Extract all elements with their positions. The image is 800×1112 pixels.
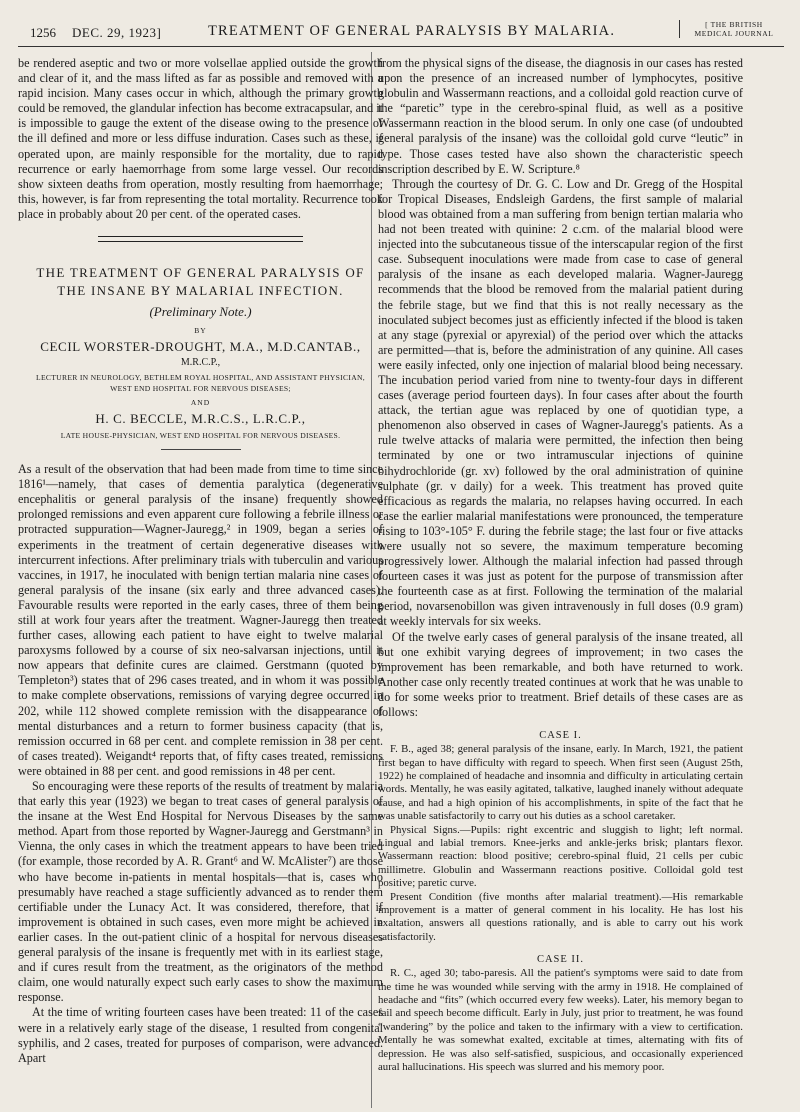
case-1-present-condition: Present Condition (five months after malarial treatment).—His remarkable improvement is a matter of general comment in his locality. He has lost his exaltation, answers all questions rationally, and is able to carry out his work satisfactorily.: [378, 890, 743, 943]
author-1: CECIL WORSTER-DROUGHT, M.A., M.D.CANTAB.,: [40, 339, 361, 355]
journal-name: [679, 20, 784, 38]
article-subtitle: (Preliminary Note.): [149, 304, 252, 320]
case-1-heading: CASE I.: [539, 730, 582, 742]
byline-and: AND: [190, 398, 211, 408]
case-2-history: R. C., aged 30; tabo-paresis. All the patient's symptoms were said to date from the time he was wounded while serving with the army in 1918. He complained of headache and “fits” (which occurred every few weeks). Later, his memory began to fail and speech become difficult. Early in July, just prior to treatment, he was found “wandering” by the police and taken to the infirmary with a view to certification. Mentally he was somewhat exalted, excitable at times, alternating with fits of depression. He was also self-satisfied, suspicious, and occasionally experienced aural hallucinations. His speech was slurred and his memory poor.: [378, 967, 743, 1074]
article-paragraph: Through the courtesy of Dr. G. C. Low and Dr. Gregg of the Hospital for Tropical Diseases, Endsleigh Gardens, the first sample of malarial blood was obtained from a man suffering from benign tertian malaria who had not been treated with quinine: 2 c.cm. of the malarial blood were injected into the subcutaneous tissue of the interscapular region of the first case. Subsequent inoculations were made from case to case of general paralysis of the insane as each developed malaria. Wagner-Jauregg recommends that the blood be removed from the malarial patient during the febrile stage, but we find that this is not really necessary as the inoculated subject becomes just as efficiently infected if the blood is taken at any stage (pyrexial or apyrexial) of the period over which the attacks are permitted—that is, before the administration of any quinine. All cases were easily infected, only one injection of malarial blood being necessary. The incubation period varied from nine to twenty-four days in different cases (average period fourteen days). In four cases after about the fourth attack, the tertian ague was replaced by one of quotidian type, a phenomenon also observed in cases of Wagner-Jauregg's patients. As a rule twelve attacks of malaria were permitted, the infection then being terminated by one or two intramuscular injections of quinine bihydrochloride (gr. xv) followed by the oral administration of quinine sulphate (gr. v daily) for a week. This treatment has proved quite efficacious as regards the malaria, no relapses having occurred. In each case the earlier malarial manifestations were pronounced, the temperature rising to 103°-105° F. during the febrile stage; the last four or five attacks were usually not so severe, the maximum temperature becoming progressively lower. Although the malarial infection had passed through fourteen cases it was just as potent for the purpose of transmission after the fourteenth case as at first. Following the termination of the malarial period, novarsenobillon was given intravenously in full doses (0.9 gram) at weekly intervals for six weeks.: [378, 176, 743, 629]
journal-name-line2: MEDICAL JOURNAL: [694, 29, 774, 38]
article-paragraph: from the physical signs of the disease, the diagnosis in our cases has rested upon the presence of an increased number of lymphocytes, positive globulin and Wassermann reactions, and a colloidal gold reaction curve of the “paretic” type in the cerebro-spinal fluid, as well as a positive Wassermann reaction in the blood serum. In only one case (of undoubted general paralysis of the insane) was the colloidal gold curve “leutic” in type. Those cases tested have also shown the characteristic speech inscription described by E. W. Scripture.⁸: [378, 56, 743, 176]
article-paragraph: Of the twelve early cases of general paralysis of the insane treated, all but one exhibit varying degrees of improvement; in two cases the improvement has been remarkable, and both have returned to work. Another case only recently treated continues at work that he was unable to do for some weeks prior to treatment. Brief details of these cases are as follows:: [378, 629, 743, 720]
journal-name-line1: [ THE BRITISH: [705, 20, 763, 29]
right-column: [378, 56, 743, 1074]
section-rule: [98, 236, 303, 242]
author-1-qualifications: M.R.C.P.,: [180, 357, 221, 369]
article-paragraph: As a result of the observation that had been made from time to time since 1816¹—namely, that cases of dementia paralytica (degenerative encephalitis or general paralysis of the insane) frequently showed prolonged remissions and even apparent cure following a febrile illness or protracted suppuration—Wagner-Jauregg,² in 1909, began a series of experiments in the treatment of certain degenerative diseases with intercurrent infections. After preliminary trials with tuberculin and various vaccines, in 1917, he inoculated with benign tertian malaria nine cases of general paralysis of the insane (six early and three advanced cases). Favourable results were reported in the early cases, three of them being still at work four years after the treatment. Wagner-Jauregg then treated further cases, allowing each patient to have eight to twelve malarial paroxysms followed by a course of six neo-salvarsan injections, until it now appears that definite cures are claimed. Gerstmann (quoted by Templeton³) states that of 296 cases treated, and in whom it was possible to make complete observations, remissions of varying degree occurred in 202, while 112 showed complete remission with the disappearance of mental disturbances and a return to former business capacity (that is, remission occurred in 68 per cent. and complete remission in 38 per cent. of cases treated). Weigandt⁴ reports that, of fifty cases treated, remissions were obtained in 88 per cent. and good remissions in 48 per cent.: [18, 462, 383, 778]
case-1-history: F. B., aged 38; general paralysis of the insane, early. In March, 1921, the patient first began to have difficulty with regard to speech. When first seen (August 25th, 1922) he complained of headache and insomnia and difficulty in articulating certain words. Mentally, he was easily agitated, talkative, laughed inanely without adequate cause, and had a high opinion of his accomplishments, in spite of the fact that he was unable satisfactorily to carry out his duties as a school caretaker.: [378, 743, 743, 823]
previous-article-text: be rendered aseptic and two or more volsellae applied outside the growth and clear of it, and the mass lifted as far as possible and removed with a rapid incision. Many cases occur in which, although the primary growth could be removed, the glandular infection has become extracapsular, and it is impossible to gauge the extent of the disease owing to the presence of the ill defined and more or less diffuse induration. Cases such as these, if operated upon, are mainly responsible for the mortality, due to rapid recurrence or early haemorrhage from some large vessel. Our records show sixteen deaths from operation, mostly resulting from haemorrhage; this, however, is far from representing the total mortality. Recurrence took place in probably about 20 per cent. of the operated cases.: [18, 56, 383, 221]
article-title: [18, 264, 383, 300]
article-paragraph: So encouraging were these reports of the results of treatment by malaria that early this year (1923) we began to treat cases of general paralysis of the insane at the West End Hospital for Nervous Diseases by the same method. Apart from those reported by Wagner-Jauregg and Gerstmann³ in Vienna, the only cases in which the treatment appears to have been tried (for example, those recorded by A. R. Grant⁶ and W. McAlister⁷) are those who have become in-patients in mental hospitals—that is, cases who presumably have reached a stage sufficiently advanced as to render them certifiable under the Lunacy Act. It was considered, therefore, that if improvement is obtained in such cases, even more might be achieved in earlier cases. In the out-patient clinic of a hospital for nervous diseases general paralysis of the insane is frequently met with in its earliest stage, and if cures result from the treatment, as the originators of the method claim, one would naturally expect such early cases to show the maximum response.: [18, 779, 383, 1005]
article-title-line2: THE INSANE BY MALARIAL INFECTION.: [57, 283, 344, 299]
case-2-heading: CASE II.: [536, 954, 585, 966]
author-2: H. C. BECCLE, M.R.C.S., L.R.C.P.,: [95, 411, 306, 427]
byline-by: BY: [194, 326, 207, 336]
article-paragraph: At the time of writing fourteen cases have been treated: 11 of the cases were in a relatively early stage of the disease, 1 resulted from congenital syphilis, and 2 cases, treated for purposes of comparison, were advanced. Apart: [18, 1005, 383, 1065]
left-column: [18, 56, 383, 1066]
author-2-affiliation: LATE HOUSE-PHYSICIAN, WEST END HOSPITAL FOR NERVOUS DISEASES.: [60, 431, 341, 441]
page-header: [18, 20, 784, 47]
issue-date: DEC. 29, 1923]: [72, 25, 162, 40]
running-title: TREATMENT OF GENERAL PARALYSIS BY MALARIA.: [208, 23, 616, 39]
article-title-line1: THE TREATMENT OF GENERAL PARALYSIS OF: [36, 265, 365, 281]
case-1-physical-signs: Physical Signs.—Pupils: right excentric and sluggish to light; left normal. Lingual and labial tremors. Knee-jerks and ankle-jerks brisk; plantars flexor. Wassermann reaction: blood positive; cerebro-spinal fluid, 21 cells per cubic millimetre. Globulin and Wassermann reactions positive. Colloidal gold test positive; paretic curve.: [378, 823, 743, 890]
byline-rule: [161, 449, 241, 450]
author-1-affiliation: LECTURER IN NEUROLOGY, BETHLEM ROYAL HOSPITAL, AND ASSISTANT PHYSICIAN, WEST END HOSPITAL FOR NERVOUS DISEASES;: [36, 373, 365, 394]
page-number: 1256: [30, 25, 56, 40]
